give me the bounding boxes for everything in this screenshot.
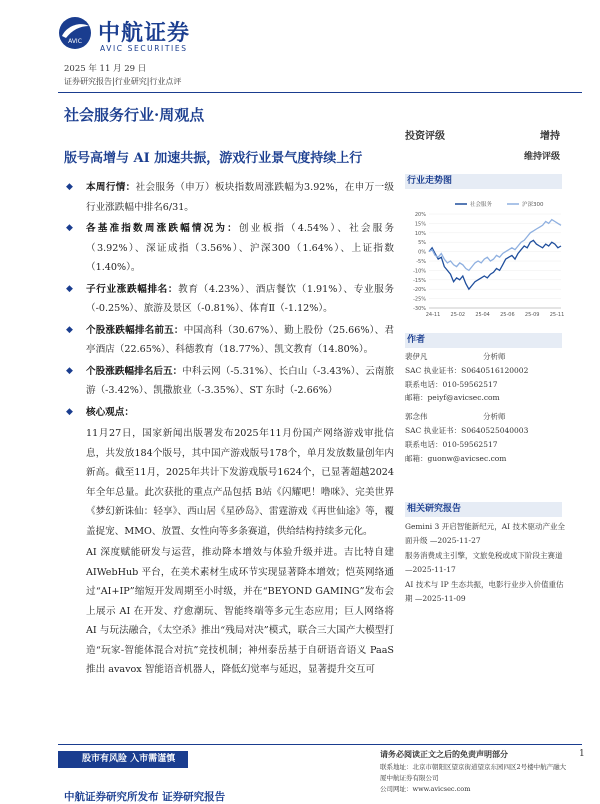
diamond-bullet-icon: ◆ bbox=[66, 324, 73, 335]
core-view-paragraph-1: 11月27日，国家新闻出版署发布2025年11月份国产网络游戏审批信息，共发放184个版号，其中国产游戏版号178个，单月发放数量创年内新高。截至11月，2025年共计下发游戏版号1624个，已显著超越2024年全年总量。此次获批的重点产品包括 B站《闪耀吧！噜咪》、完美世界《梦幻新诛仙：轻享》、西山居《星砂岛》、雷霆游戏《再世仙途》等，覆盖捉宠、MMO、放置、女性向等多条赛道，供给结构持续多元化。 bbox=[86, 428, 394, 537]
footer-publisher: 中航证券研究所发布 证券研究报告 bbox=[64, 791, 226, 803]
author-phone: 联系电话：010-59562517 bbox=[405, 379, 498, 389]
bullet-bottom-five bbox=[64, 362, 394, 401]
bullet-label: 子行业涨跌幅排名： bbox=[86, 283, 179, 295]
y-tick-label: 15% bbox=[414, 221, 426, 228]
y-tick-label: -30% bbox=[413, 306, 426, 312]
footer-divider bbox=[58, 744, 582, 745]
report-title: 社会服务行业·周观点 bbox=[64, 106, 205, 124]
main-content bbox=[64, 178, 394, 682]
legend-label: 社会服务 bbox=[470, 202, 493, 208]
diamond-bullet-icon: ◆ bbox=[66, 182, 73, 192]
authors-block bbox=[405, 350, 565, 465]
bullet-label: 本周行情： bbox=[86, 182, 136, 193]
brand-logo bbox=[58, 14, 258, 60]
y-tick-label: 10% bbox=[414, 230, 426, 237]
bullet-top-five bbox=[64, 321, 394, 360]
header-divider bbox=[58, 92, 582, 93]
x-tick-label: 25-04 bbox=[475, 312, 490, 318]
author-name: 郭念伟 bbox=[405, 412, 428, 422]
y-tick-label: 0% bbox=[418, 249, 426, 256]
x-tick-label: 25-09 bbox=[524, 312, 540, 318]
author-phone: 联系电话：010-59562517 bbox=[405, 439, 498, 449]
bullet-weekly-market bbox=[64, 178, 394, 217]
y-tick-label: 20% bbox=[414, 212, 426, 218]
author-role: 分析师 bbox=[483, 412, 506, 422]
disclaimer-text: 请务必阅读正文之后的免责声明部分 bbox=[380, 749, 508, 759]
x-tick-label: 25-02 bbox=[450, 312, 466, 318]
related-report-item[interactable]: AI 技术与 IP 生态共振，电影行业步入价值重估期 —2025-11-09 bbox=[405, 580, 564, 603]
y-tick-label: -20% bbox=[413, 287, 426, 294]
risk-banner: 股市有风险 入市需谨慎 bbox=[58, 751, 188, 768]
bullet-label: 个股涨跌幅排名后五： bbox=[86, 365, 183, 377]
rating-label: 投资评级 bbox=[405, 131, 445, 142]
author-role: 分析师 bbox=[483, 352, 506, 361]
bullet-benchmark-index bbox=[64, 219, 394, 278]
brand-name-cn: 中航证券 bbox=[98, 21, 191, 46]
rating-value: 增持 bbox=[540, 131, 560, 142]
diamond-bullet-icon: ◆ bbox=[66, 223, 73, 233]
report-categories: 证券研究报告|行业研究|行业点评 bbox=[64, 77, 182, 86]
related-section-title: 相关研究报告 bbox=[405, 502, 562, 517]
avic-logo-icon bbox=[58, 16, 92, 50]
core-view-paragraph-2: AI 深度赋能研发与运营，推动降本增效与体验升级并进。吉比特自建 AIWebHub 平台，在美术素材生成环节实现显著降本增效；恺英网络通过“AI+IP”缩短开发周期至小时级，并在“BEYOND GAMING”发布会上展示 AI 在开发、疗愈潮玩、智能终端等多元生态应用；巨人网络将 AI 与玩法融合，《太空杀》推出“残局对决”模式，联合三大国产大模型打造“玩家-智能体混合对抗”竞技机制；神州泰岳基于自研语音语义 PaaS 推出 avavox 智能语音机器人，降低幻觉率与延迟，显著提升交互可 bbox=[86, 547, 394, 675]
author-email[interactable]: 邮箱：guonw@avicsec.com bbox=[405, 453, 507, 463]
bullet-label: 核心观点： bbox=[86, 406, 134, 418]
series-line-2 bbox=[429, 220, 561, 271]
y-tick-label: -25% bbox=[413, 296, 426, 303]
footer-address bbox=[380, 762, 570, 795]
author-license: SAC 执业证书：S0640516120002 bbox=[405, 365, 529, 375]
author-name: 裴伊凡 bbox=[405, 352, 428, 361]
related-report-item[interactable]: Gemini 3 开启智能新纪元，AI 技术驱动产业全面升级 —2025-11-27 bbox=[405, 522, 565, 545]
bullet-sub-industry bbox=[64, 280, 394, 319]
x-tick-label: 25-06 bbox=[500, 312, 515, 318]
related-report-item[interactable]: 服务消费成主引擎，文旅免税或成下阶段主赛道 —2025-11-17 bbox=[405, 551, 563, 574]
authors-section-title: 作者 bbox=[405, 333, 562, 348]
logo-mark-text: AVIC bbox=[68, 38, 82, 45]
company-website[interactable]: 公司网址：www.avicsec.com bbox=[380, 785, 471, 793]
chart-section-title: 行业走势图 bbox=[405, 174, 562, 189]
related-reports-list bbox=[405, 520, 565, 607]
company-address: 联系地址：北京市朝阳区望京街道望京东园四区2号楼中航产融大厦中航证券有限公司 bbox=[380, 763, 567, 782]
bullet-label: 个股涨跌幅排名前五： bbox=[86, 324, 184, 336]
y-tick-label: 5% bbox=[418, 240, 426, 247]
author-email[interactable]: 邮箱：peiyf@avicsec.com bbox=[405, 393, 500, 403]
author-name-row bbox=[405, 350, 565, 364]
page-number: 1 bbox=[579, 749, 585, 759]
diamond-bullet-icon: ◆ bbox=[66, 283, 73, 294]
bullet-text: 中科云网（-5.31%）、长白山（-3.43%）、云南旅游（-3.42%）、凯撒旅业（-3.35%）、ST 东时（-2.66%） bbox=[86, 365, 395, 396]
diamond-bullet-icon: ◆ bbox=[66, 406, 73, 417]
bullet-core-view bbox=[64, 403, 394, 423]
report-subtitle: 版号高增与 AI 加速共振，游戏行业景气度持续上行 bbox=[64, 151, 363, 166]
x-tick-label: 25-11 bbox=[549, 312, 565, 318]
legend-label: 沪深300 bbox=[522, 202, 544, 208]
author-license: SAC 执业证书：S0640525040003 bbox=[405, 425, 529, 435]
brand-name-en: AVIC SECURITIES bbox=[100, 44, 188, 53]
y-tick-label: -10% bbox=[413, 268, 426, 275]
report-date: 2025 年 11 月 29 日 bbox=[64, 64, 147, 74]
y-tick-label: -5% bbox=[416, 259, 426, 265]
diamond-bullet-icon: ◆ bbox=[66, 365, 73, 376]
bullet-text: 创业板指（4.54%）、社会服务（3.92%）、深证成指（3.56%）、沪深300（1.64%）、上证指数（1.40%）。 bbox=[86, 223, 394, 273]
bullet-label: 各基准指数周涨跌幅情况为： bbox=[86, 223, 239, 234]
industry-trend-chart bbox=[405, 196, 565, 324]
author-name-row bbox=[405, 410, 565, 424]
y-tick-label: -15% bbox=[413, 277, 426, 284]
bullet-text: 教育（4.23%）、酒店餐饮（1.91%）、专业服务（-0.25%）、旅游及景区（-0.81%）、体育Ⅱ（-1.12%）。 bbox=[86, 283, 395, 314]
series-line-1 bbox=[429, 240, 561, 289]
bullet-text: 中国高科（30.67%）、勤上股份（25.66%）、君亭酒店（22.65%）、科德教育（18.77%）、凯文教育（14.80%）。 bbox=[86, 324, 395, 355]
x-tick-label: 24-11 bbox=[425, 312, 441, 318]
bullet-text: 社会服务（申万）板块指数周涨跌幅为3.92%，在申万一级行业涨跌幅中排名6/31。 bbox=[86, 182, 394, 213]
rating-sub: 维持评级 bbox=[523, 152, 560, 162]
